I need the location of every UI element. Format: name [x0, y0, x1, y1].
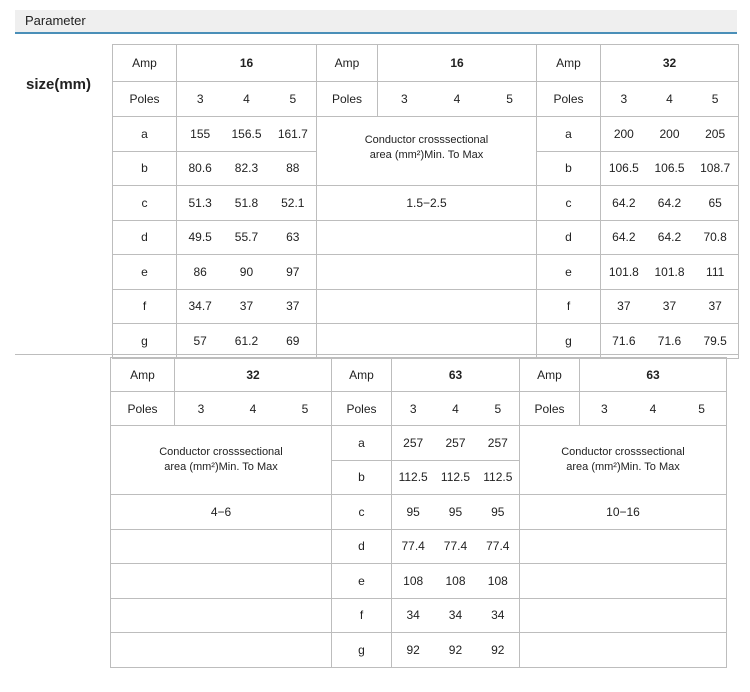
- cell-value: 155: [190, 126, 211, 141]
- cell-value: 106.5: [654, 161, 685, 176]
- cell-value: 112.5: [398, 470, 428, 485]
- cell-value: 257: [403, 435, 424, 450]
- poles-label: Poles: [113, 82, 177, 117]
- conductor-range: 10−16: [520, 495, 727, 530]
- conductor-cell: [520, 426, 727, 495]
- conductor-cell: [111, 426, 332, 495]
- amp-label: Amp: [520, 358, 580, 392]
- pole-value: 3: [620, 92, 628, 106]
- cell-value: 77.4: [486, 539, 510, 554]
- empty-cell: [317, 220, 537, 255]
- cell-value: 92: [448, 642, 463, 657]
- pole-value: 5: [506, 92, 513, 106]
- row-label: b: [537, 151, 601, 186]
- poles-label: Poles: [520, 392, 580, 426]
- poles-label: Poles: [111, 392, 175, 426]
- pole-value: 3: [600, 401, 608, 416]
- pole-value: 5: [301, 401, 309, 416]
- table-separator: [15, 354, 738, 355]
- conductor-text-line2: area (mm²)Min. To Max: [566, 461, 680, 473]
- row-label: f: [332, 598, 392, 633]
- table-row: [111, 529, 727, 564]
- cell-value: 95: [406, 504, 420, 519]
- table-row: [113, 186, 739, 221]
- pole-value: 4: [649, 401, 657, 416]
- cell-value: 112.5: [440, 470, 471, 485]
- pole-value: 4: [243, 92, 250, 106]
- cell-value: 61.2: [234, 333, 259, 348]
- row-label: b: [113, 151, 177, 186]
- cell-value: 111: [706, 264, 725, 279]
- row-values: [177, 324, 317, 359]
- conductor-range: 4−6: [111, 495, 332, 530]
- cell-value: 90: [239, 264, 254, 279]
- cell-value: 257: [487, 435, 508, 450]
- cell-value: 37: [708, 299, 722, 314]
- amp-label: Amp: [332, 358, 392, 392]
- cell-value: 86: [193, 264, 207, 279]
- amp-label: Amp: [113, 45, 177, 82]
- parameter-header: [15, 10, 737, 34]
- cell-value: 205: [705, 126, 726, 141]
- row-values: [601, 151, 739, 186]
- conductor-text-line1: Conductor crosssectional: [561, 446, 685, 458]
- pole-value: 5: [494, 401, 502, 416]
- block2-poles-cell: [317, 82, 537, 117]
- amp-value-32a: 32: [601, 45, 739, 82]
- row-label: c: [113, 186, 177, 221]
- cell-value: 63: [286, 230, 300, 245]
- cell-value: 34: [406, 608, 420, 623]
- empty-cell: [111, 633, 332, 668]
- cell-value: 52.1: [281, 195, 305, 210]
- cell-value: 156.5: [231, 126, 262, 141]
- poles-values: [392, 392, 520, 426]
- empty-cell: [520, 598, 727, 633]
- block2-amp-cell: [317, 45, 537, 82]
- cell-value: 92: [406, 642, 420, 657]
- row-label: a: [113, 117, 177, 152]
- row-label: g: [113, 324, 177, 359]
- cell-value: 64.2: [657, 230, 682, 245]
- empty-cell: [317, 289, 537, 324]
- top-spec-table: [112, 44, 739, 359]
- cell-value: 97: [286, 264, 300, 279]
- cell-value: 88: [286, 161, 300, 176]
- table-row: [113, 117, 739, 152]
- row-values: [601, 220, 739, 255]
- amp-label: Amp: [317, 45, 378, 81]
- row-label: d: [113, 220, 177, 255]
- size-label: size(mm): [26, 76, 92, 93]
- amp-value-32b: 32: [175, 358, 332, 392]
- row-label: a: [537, 117, 601, 152]
- cell-value: 49.5: [188, 230, 212, 245]
- conductor-range: 1.5−2.5: [317, 186, 537, 221]
- table-row: [111, 495, 727, 530]
- row-values: [177, 220, 317, 255]
- row-values: [177, 289, 317, 324]
- conductor-text-line2: area (mm²)Min. To Max: [164, 461, 278, 473]
- pole-value: 5: [711, 92, 719, 106]
- cell-value: 112.5: [483, 470, 513, 485]
- cell-value: 37: [239, 299, 254, 314]
- cell-value: 70.8: [703, 230, 727, 245]
- row-values: [392, 495, 520, 530]
- amp-value-16b: 16: [450, 56, 464, 70]
- empty-cell: [520, 529, 727, 564]
- row-label: b: [332, 460, 392, 495]
- poles-values: [378, 82, 536, 116]
- row-values: [177, 255, 317, 290]
- table-row: [111, 633, 727, 668]
- empty-cell: [111, 529, 332, 564]
- empty-cell: [317, 324, 537, 359]
- row-label: f: [113, 289, 177, 324]
- poles-values: [580, 392, 727, 426]
- poles-label: Poles: [317, 82, 378, 116]
- cell-value: 34: [448, 608, 463, 623]
- cell-value: 82.3: [234, 161, 259, 176]
- row-label: e: [113, 255, 177, 290]
- row-label: g: [537, 324, 601, 359]
- table-row: [113, 255, 739, 290]
- cell-value: 37: [286, 299, 300, 314]
- row-values: [392, 460, 520, 495]
- row-values: [392, 426, 520, 461]
- cell-value: 108: [445, 573, 466, 588]
- row-label: d: [537, 220, 601, 255]
- cell-value: 92: [491, 642, 505, 657]
- cell-value: 200: [613, 126, 634, 141]
- row-label: f: [537, 289, 601, 324]
- cell-value: 34.7: [188, 299, 212, 314]
- parameter-title: Parameter: [25, 13, 86, 28]
- empty-cell: [111, 598, 332, 633]
- cell-value: 200: [659, 126, 680, 141]
- conductor-text-line1: Conductor crosssectional: [159, 446, 283, 458]
- cell-value: 34: [491, 608, 505, 623]
- row-values: [601, 186, 739, 221]
- pole-value: 3: [196, 92, 204, 106]
- empty-cell: [111, 564, 332, 599]
- amp-value-63a: 63: [392, 358, 520, 392]
- row-values: [601, 255, 739, 290]
- cell-value: 101.8: [608, 264, 639, 279]
- cell-value: 77.4: [443, 539, 468, 554]
- row-label: g: [332, 633, 392, 668]
- table-row: [111, 598, 727, 633]
- cell-value: 106.5: [608, 161, 639, 176]
- amp-value-63b: 63: [580, 358, 727, 392]
- cell-value: 69: [286, 333, 300, 348]
- row-values: [177, 117, 317, 152]
- poles-label: Poles: [537, 82, 601, 117]
- pole-value: 4: [249, 401, 257, 416]
- cell-value: 79.5: [703, 333, 727, 348]
- cell-value: 101.8: [654, 264, 685, 279]
- amp-label: Amp: [537, 45, 601, 82]
- pole-value: 4: [666, 92, 673, 106]
- row-values: [601, 289, 739, 324]
- conductor-text-line2: area (mm²)Min. To Max: [369, 149, 484, 161]
- cell-value: 64.2: [657, 195, 682, 210]
- table-row: [113, 289, 739, 324]
- row-label: c: [332, 495, 392, 530]
- cell-value: 108.7: [700, 161, 731, 176]
- pole-value: 3: [400, 92, 408, 106]
- amp-label: Amp: [111, 358, 175, 392]
- empty-cell: [520, 564, 727, 599]
- cell-value: 77.4: [401, 539, 425, 554]
- bottom-spec-table: [110, 357, 727, 668]
- row-values: [392, 633, 520, 668]
- pole-value: 3: [197, 401, 205, 416]
- cell-value: 71.6: [657, 333, 682, 348]
- cell-value: 64.2: [612, 195, 636, 210]
- poles-values: [175, 392, 332, 426]
- cell-value: 37: [662, 299, 677, 314]
- row-values: [601, 117, 739, 152]
- pole-value: 4: [453, 92, 461, 106]
- cell-value: 55.7: [234, 230, 259, 245]
- cell-value: 65: [708, 195, 722, 210]
- pole-value: 5: [289, 92, 297, 106]
- row-values: [392, 564, 520, 599]
- pole-value: 5: [698, 401, 705, 416]
- row-values: [392, 529, 520, 564]
- row-label: c: [537, 186, 601, 221]
- row-values: [177, 186, 317, 221]
- row-label: e: [332, 564, 392, 599]
- cell-value: 108: [403, 573, 424, 588]
- table-row: [113, 324, 739, 359]
- conductor-text-line1: Conductor crosssectional: [364, 134, 489, 146]
- cell-value: 80.6: [188, 161, 212, 176]
- cell-value: 57: [193, 333, 207, 348]
- cell-value: 95: [448, 504, 463, 519]
- row-values: [177, 151, 317, 186]
- cell-value: 95: [491, 504, 505, 519]
- poles-label: Poles: [332, 392, 392, 426]
- poles-values: [177, 82, 317, 117]
- cell-value: 51.3: [188, 195, 212, 210]
- cell-value: 108: [487, 573, 508, 588]
- pole-value: 3: [409, 401, 417, 416]
- table-row: [111, 564, 727, 599]
- row-values: [601, 324, 739, 359]
- empty-cell: [317, 255, 537, 290]
- empty-cell: [520, 633, 727, 668]
- cell-value: 64.2: [612, 230, 636, 245]
- table-row: [111, 426, 727, 461]
- poles-values: [601, 82, 739, 117]
- row-label: a: [332, 426, 392, 461]
- cell-value: 257: [445, 435, 466, 450]
- cell-value: 51.8: [234, 195, 259, 210]
- cell-value: 71.6: [612, 333, 636, 348]
- row-label: d: [332, 529, 392, 564]
- conductor-cell: [317, 117, 537, 186]
- cell-value: 37: [617, 299, 631, 314]
- table-row: [113, 220, 739, 255]
- row-values: [392, 598, 520, 633]
- cell-value: 161.7: [277, 126, 308, 141]
- pole-value: 4: [452, 401, 459, 416]
- amp-value-16a: 16: [177, 45, 317, 82]
- row-label: e: [537, 255, 601, 290]
